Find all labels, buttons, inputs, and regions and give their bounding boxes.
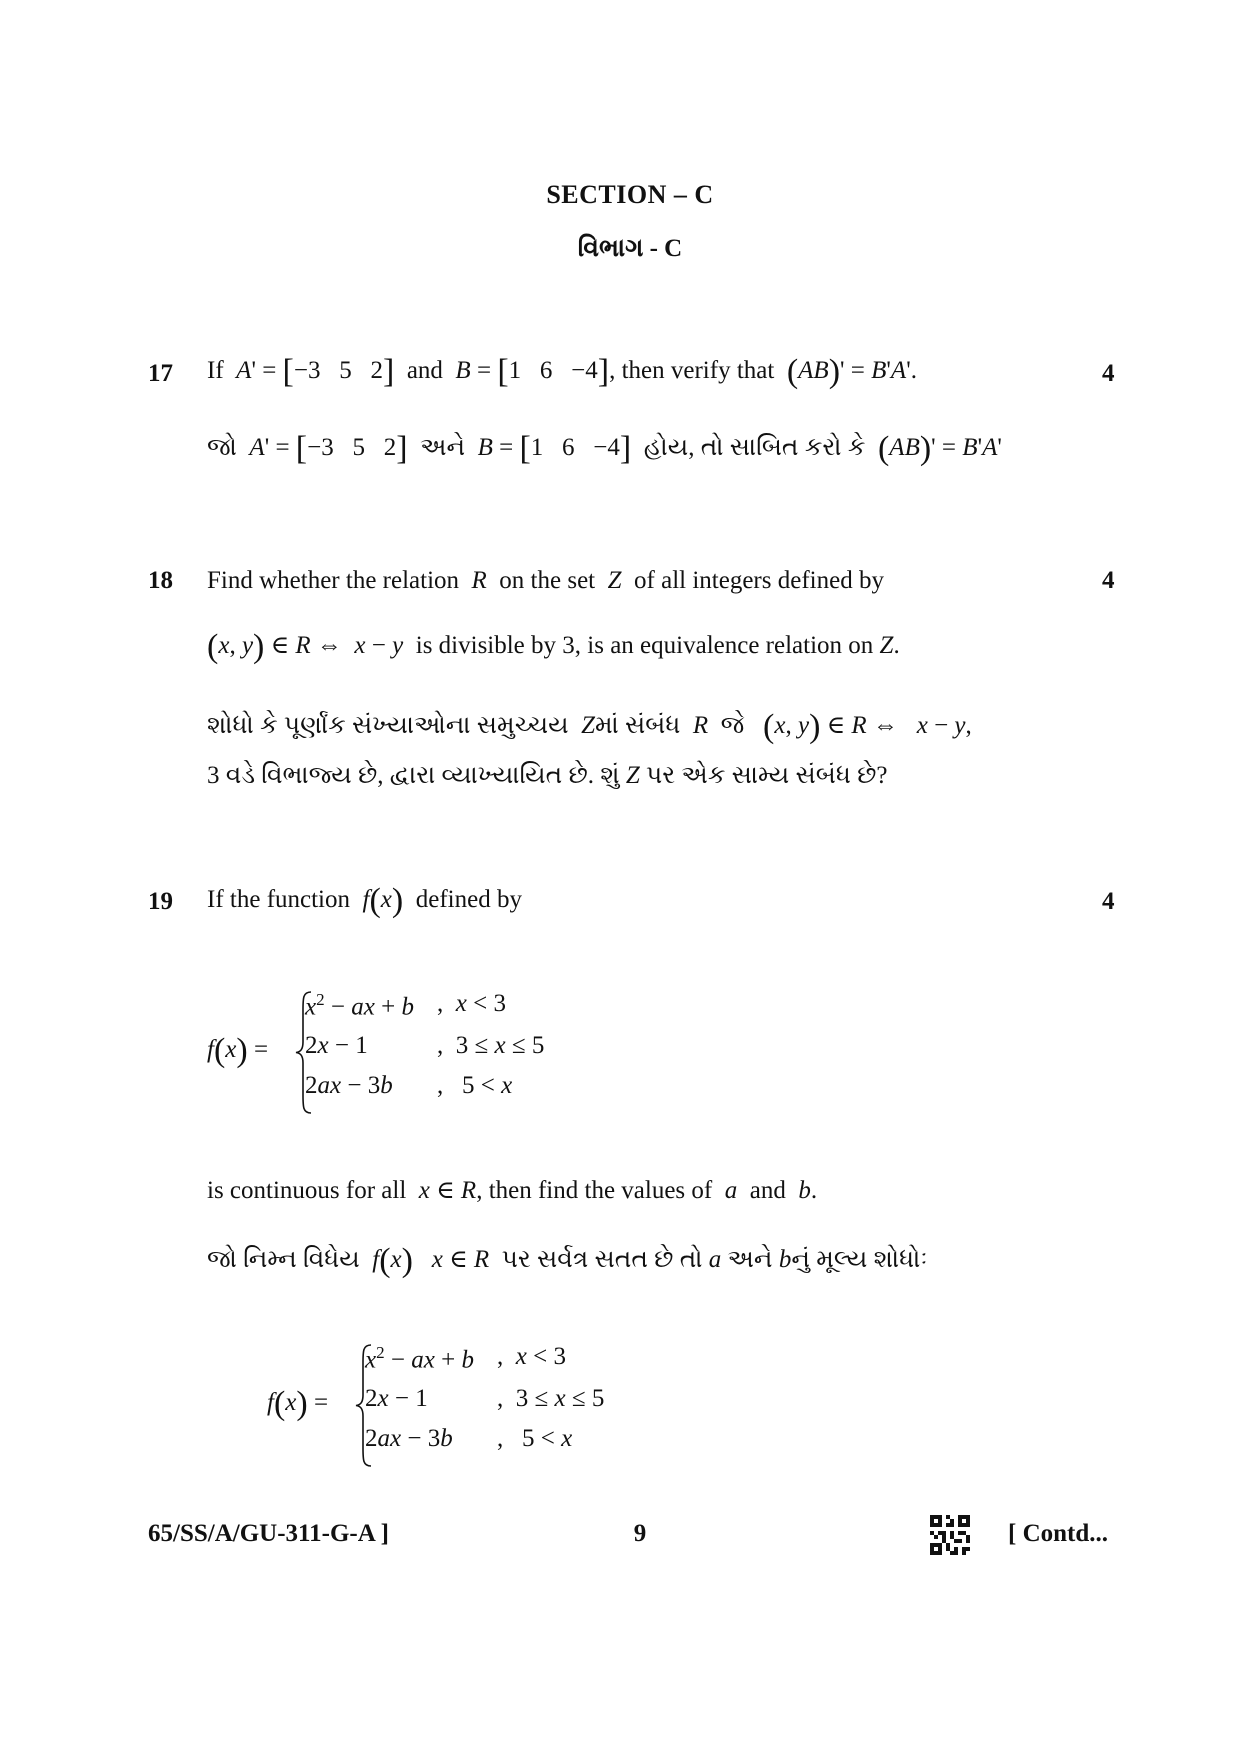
marks-18: 4 <box>1102 567 1115 594</box>
section-title: SECTION – C <box>546 180 714 209</box>
q17-english-line: If A' = [−3 5 2] and B = [1 6 −4], then verify that (AB)' = B'A'. <box>207 353 917 390</box>
q18-english-line-2: (x, y) ∈ R ⇔ x − y is divisible by 3, is an equivalence relation on Z. <box>207 628 900 665</box>
section-title-gujarati: વિભાગ - C <box>577 235 683 262</box>
marks-17: 4 <box>1102 360 1115 387</box>
continued-marker: [ Contd... <box>1008 1520 1109 1547</box>
question-number-18: 18 <box>148 567 173 594</box>
q19-gujarati-line: જો નિમ્ન વિધેય f(x) x ∈ R પર સર્વત્ર સતત છે તો a અને bનું મૂલ્ય શોધોઃ <box>207 1242 928 1279</box>
q17-gujarati-line: જો A' = [−3 5 2] અને B = [1 6 −4] હોય, તો સાબિત કરો કે (AB)' = B'A' <box>207 430 1002 467</box>
question-number-19: 19 <box>148 888 173 915</box>
qr-code-icon <box>930 1515 970 1555</box>
marks-19: 4 <box>1102 888 1115 915</box>
piecewise-function-gujarati: f(x) = $x^2$ − ax + b , x < 3 2x − 1 , 3 ≤ x ≤ 5 2ax − 3b , 5 < x <box>265 1343 665 1473</box>
page-number: 9 <box>633 1520 647 1547</box>
q19-english-line-2: is continuous for all x ∈ R, then find the values of a and b. <box>207 1177 818 1204</box>
q18-gujarati-line-1: શોધો કે પૂર્ણાંક સંખ્યાઓના સમુચ્ચય Zમાં સંબંધ R જે (x, y) ∈ R ⇔ x − y, <box>207 708 972 745</box>
q18-english-line-1: Find whether the relation R on the set Z of all integers defined by <box>207 567 884 594</box>
piecewise-function-english: f(x) = $x^2$ − ax + b , x < 3 2x − 1 , 3 ≤ x ≤ 5 2ax − 3b , 5 < x <box>205 990 605 1120</box>
q18-gujarati-line-2: 3 વડે વિભાજ્ય છે, દ્વારા વ્યાખ્યાયિત છે. શું Z પર એક સામ્ય સંબંધ છે? <box>207 762 888 789</box>
paper-code: 65/SS/A/GU-311-G-A ] <box>148 1520 389 1547</box>
q19-english-line-1: If the function f(x) defined by <box>207 882 522 919</box>
question-number-17: 17 <box>148 360 173 387</box>
